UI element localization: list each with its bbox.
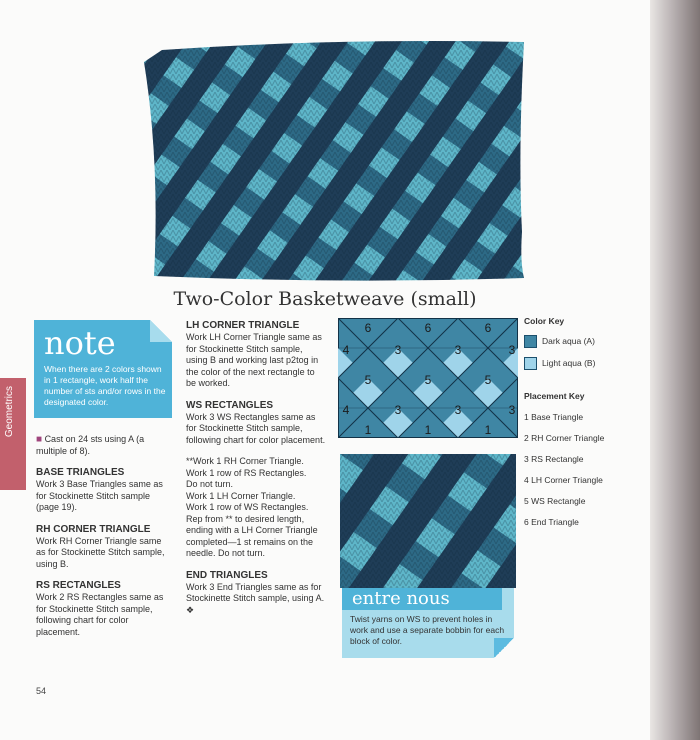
section-edge-tab [0, 378, 26, 490]
entre-nous-body: Twist yarns on WS to prevent holes in work and use a separate bobbin for each block of color. [350, 614, 505, 646]
section-body: Work 2 RS Rectangles same as for Stockinette Stitch sample, following chart for color placement. [36, 592, 164, 637]
chart-number: 5 [484, 373, 492, 387]
section-heading: RS RECTANGLES [36, 580, 121, 591]
section-body: Work 3 Base Triangles same as for Stockinette Stitch sample (page 19). [36, 479, 163, 512]
color-key-label: Light aqua (B) [542, 357, 596, 368]
left-column [36, 434, 172, 638]
swatch-photo-main [140, 32, 532, 288]
page-number: 54 [36, 686, 47, 696]
chart-number: 3 [454, 343, 462, 357]
section-body: Work 3 End Triangles same as for Stockinette Stitch sample, using A. ❖ [186, 581, 325, 615]
color-key-item [524, 357, 595, 370]
cast-on-text: Cast on 24 sts using A (a multiple of 8). [36, 434, 145, 456]
placement-key-item: 2 RH Corner Triangle [524, 433, 605, 443]
chart-number: 4 [342, 403, 350, 417]
placement-key-heading: Placement Key [524, 391, 585, 401]
section-heading: BASE TRIANGLES [36, 467, 125, 478]
chart-number: 3 [394, 403, 402, 417]
edge-tab-label: Geometrics [4, 386, 15, 438]
section-heading: WS RECTANGLES [186, 399, 274, 411]
instruction-line: Work 1 row of WS Rectangles. [186, 502, 309, 512]
color-key-heading: Color Key [524, 316, 565, 326]
swatch-photo-detail [340, 454, 516, 588]
chart-number: 6 [364, 321, 372, 335]
chart-number: 1 [364, 423, 372, 437]
chart-number: 1 [484, 423, 492, 437]
chart-number: 5 [424, 373, 432, 387]
placement-chart [338, 318, 518, 443]
color-key-label: Dark aqua (A) [542, 335, 595, 346]
chart-number: 6 [424, 321, 432, 335]
color-key [524, 316, 595, 370]
section-body: Work 3 WS Rectangles same as for Stockinette Stitch sample, following chart for color placement. [186, 411, 326, 445]
section-heading: LH CORNER TRIANGLE [186, 320, 300, 331]
chart-number: 3 [508, 343, 516, 357]
swatch-icon [524, 357, 537, 370]
instruction-line: Work 1 LH Corner Triangle. [186, 490, 296, 501]
instruction-line: Rep from ** to desired length, ending with a LH Corner Triangle completed—1 st remains on the needle. Do not turn. [186, 513, 318, 558]
instruction-line: **Work 1 RH Corner Triangle. [186, 456, 304, 466]
placement-key-item: 4 LH Corner Triangle [524, 475, 603, 485]
chart-number: 1 [424, 423, 432, 437]
chart-number: 4 [342, 343, 350, 357]
note-heading: note [44, 324, 116, 362]
entre-nous-fold-corner [494, 638, 514, 658]
placement-key-item: 3 RS Rectangle [524, 454, 584, 464]
entre-nous-box [342, 588, 514, 658]
placement-key-item: 1 Base Triangle [524, 412, 584, 422]
placement-key-item: 6 End Triangle [524, 517, 579, 527]
note-box [34, 320, 172, 418]
section-heading: RH CORNER TRIANGLE [36, 523, 151, 535]
section-body: Work RH Corner Triangle same as for Stockinette Stitch sample, using B. [36, 535, 165, 569]
placement-key [524, 386, 604, 533]
instruction-line: Work 1 row of RS Rectangles. [186, 467, 307, 478]
note-fold-corner [150, 320, 172, 342]
instruction-line: Do not turn. [186, 479, 234, 489]
section-heading: END TRIANGLES [186, 569, 268, 581]
middle-column [186, 320, 326, 616]
page-title: Two-Color Basketweave (small) [173, 288, 477, 310]
chart-number: 3 [394, 343, 402, 357]
chart-number: 3 [508, 403, 516, 417]
entre-nous-heading: entre nous [342, 588, 502, 610]
bullet-icon: ■ [36, 434, 43, 445]
note-body: When there are 2 colors shown in 1 rectangle, work half the number of sts and/or rows in the designated color. [44, 364, 166, 407]
swatch-icon [524, 335, 537, 348]
chart-number: 5 [364, 373, 372, 387]
chart-number: 3 [454, 403, 462, 417]
color-key-item [524, 335, 595, 348]
section-body: Work LH Corner Triangle same as for Stockinette Stitch sample, using B and working last p2tog in the color of the next rectangle to be worked. [186, 332, 322, 388]
cast-on-line [36, 434, 172, 457]
book-gutter [650, 0, 700, 740]
placement-key-item: 5 WS Rectangle [524, 496, 586, 506]
chart-number: 6 [484, 321, 492, 335]
